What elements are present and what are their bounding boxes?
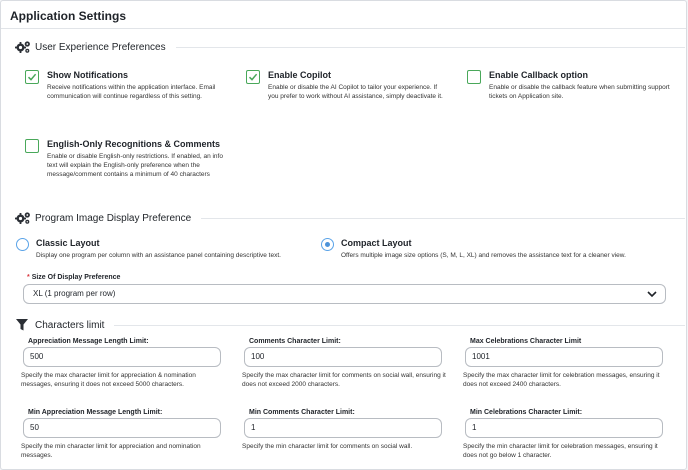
celebrations-min-help: Specify the min character limit for celebration messages, ensuring it does not go below 1 character. (463, 443, 658, 459)
enable-callback-checkbox[interactable] (467, 70, 481, 84)
appreciation-max-input[interactable]: 500 (23, 347, 221, 367)
comments-max-input[interactable]: 100 (244, 347, 442, 367)
appreciation-min-label: Min Appreciation Message Length Limit: (28, 409, 163, 416)
page-title: Application Settings (10, 9, 127, 23)
celebrations-max-label: Max Celebrations Character Limit (470, 338, 582, 345)
option-english-only (25, 139, 240, 194)
enable-callback-label: Enable Callback option (489, 70, 589, 80)
english-only-description: Enable or disable English-only restrictions. If enabled, an info text will explain the English-only preference when the message/comment contains a minimum of 40 characters (47, 153, 223, 178)
chars-section-header (15, 318, 685, 332)
comments-min-help: Specify the min character limit for comments on social wall. (242, 443, 413, 450)
celebrations-max-input[interactable]: 1001 (465, 347, 663, 367)
english-only-checkbox[interactable] (25, 139, 39, 153)
compact-layout-radio[interactable] (321, 238, 334, 251)
layout-option-classic (16, 238, 316, 264)
classic-layout-radio[interactable] (16, 238, 29, 251)
display-size-value: XL (1 program per row) (33, 289, 116, 298)
enable-copilot-checkbox[interactable] (246, 70, 260, 84)
display-size-label (27, 274, 120, 281)
required-marker: * (27, 274, 30, 281)
comments-max-help: Specify the max character limit for comments on social wall, ensuring it does not exceed 2000 characters. (242, 372, 446, 388)
comments-min-input[interactable]: 1 (244, 418, 442, 438)
classic-layout-label: Classic Layout (36, 238, 100, 248)
enable-copilot-description: Enable or disable the AI Copilot to tailor your experience. If you prefer to work without AI assistance, simply deactivate it. (268, 84, 443, 100)
celebrations-min-input[interactable]: 1 (465, 418, 663, 438)
chevron-down-icon (647, 290, 657, 298)
image-section-header (15, 211, 685, 225)
show-notifications-label: Show Notifications (47, 70, 128, 80)
display-size-label-text: Size Of Display Preference (31, 274, 121, 281)
enable-copilot-label: Enable Copilot (268, 70, 331, 80)
option-enable-copilot (246, 70, 456, 120)
appreciation-max-label: Appreciation Message Length Limit: (28, 338, 149, 345)
gears-icon (15, 40, 31, 54)
classic-layout-description: Display one program per column with an assistance panel containing descriptive text. (36, 252, 281, 259)
section-divider (201, 218, 685, 219)
filter-icon (15, 318, 31, 332)
compact-layout-label: Compact Layout (341, 238, 412, 248)
ux-section-title: User Experience Preferences (35, 41, 166, 53)
english-only-label: English-Only Recognitions & Comments (47, 139, 221, 149)
panel-header (1, 1, 686, 29)
comments-min-label: Min Comments Character Limit: (249, 409, 355, 416)
ux-section-header (15, 40, 685, 54)
appreciation-min-help: Specify the min character limit for appreciation and nomination messages. (21, 443, 201, 459)
option-show-notifications (25, 70, 235, 120)
enable-callback-description: Enable or disable the callback feature when submitting support tickets on Application site. (489, 84, 670, 100)
appreciation-max-help: Specify the max character limit for appreciation & nomination messages, ensuring it does not exceed 5000 characters. (21, 372, 196, 388)
layout-option-compact (321, 238, 681, 264)
comments-max-label: Comments Character Limit: (249, 338, 341, 345)
chars-section-title: Characters limit (35, 319, 105, 331)
celebrations-min-label: Min Celebrations Character Limit: (470, 409, 583, 416)
appreciation-min-input[interactable]: 50 (23, 418, 221, 438)
celebrations-max-help: Specify the max character limit for celebration messages, ensuring it does not exceed 2400 characters. (463, 372, 660, 388)
display-size-select[interactable] (23, 284, 666, 304)
compact-layout-description: Offers multiple image size options (S, M, L, XL) and removes the assistance text for a cleaner view. (341, 252, 626, 259)
section-divider (114, 325, 685, 326)
show-notifications-checkbox[interactable] (25, 70, 39, 84)
option-enable-callback (467, 70, 682, 120)
show-notifications-description: Receive notifications within the application interface. Email communication will continue regardless of this setting. (47, 84, 216, 100)
gears-icon (15, 211, 31, 225)
section-divider (176, 47, 685, 48)
image-section-title: Program Image Display Preference (35, 212, 192, 224)
